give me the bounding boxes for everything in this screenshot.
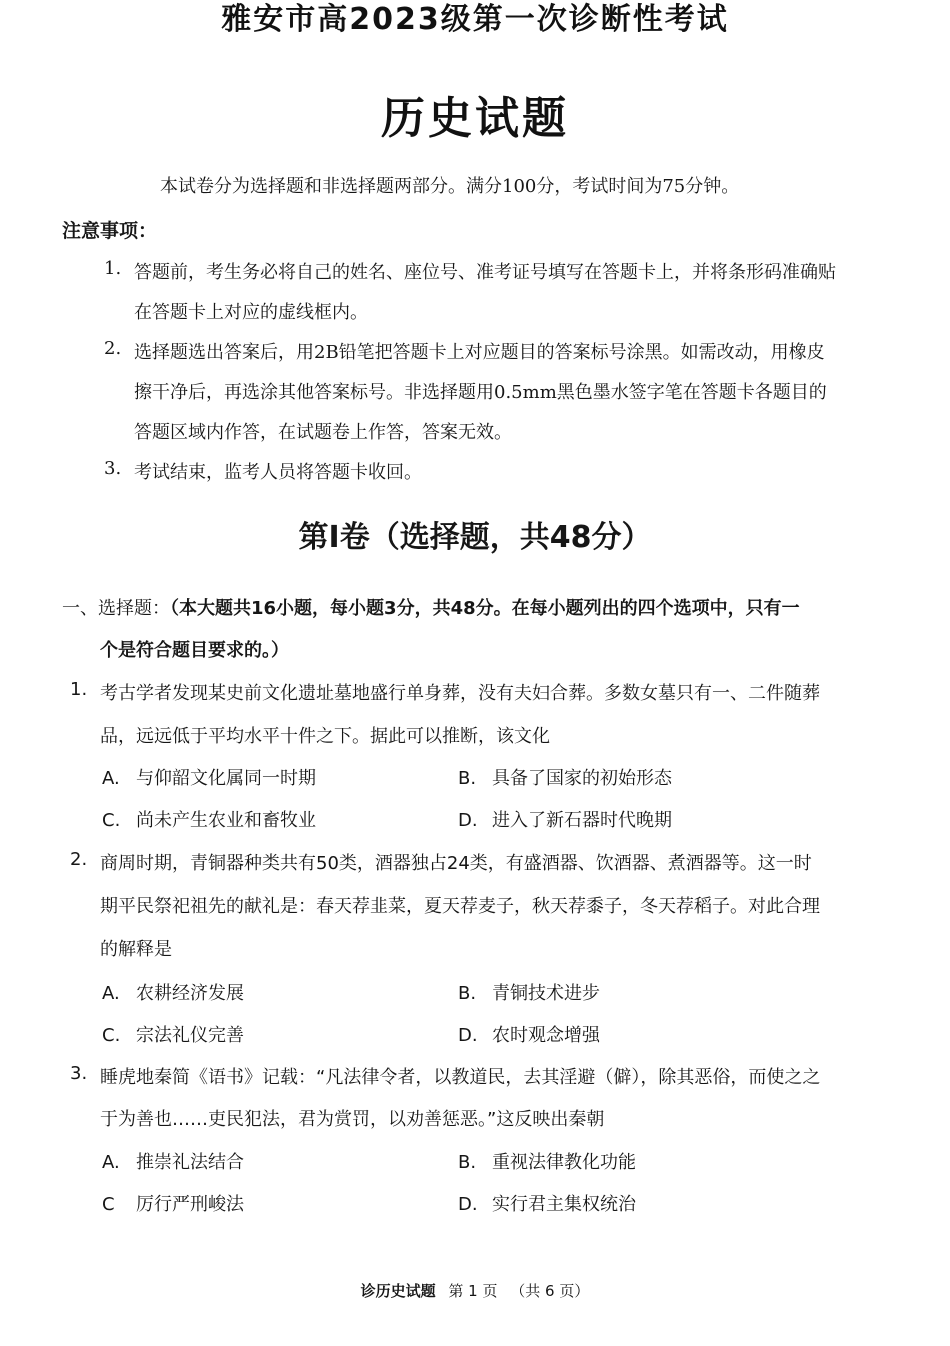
notice-item-line: 考试结束，监考人员将答题卡收回。 xyxy=(134,462,422,483)
option-letter: D. xyxy=(458,810,478,831)
notice-item-number: 2. xyxy=(104,338,122,359)
section-desc: （本大题共16小题，每小题3分，共48分。 xyxy=(170,598,512,619)
section-desc: 在每小题列出的四个选项中，只有一 xyxy=(511,598,800,619)
option-letter: D. xyxy=(458,1194,478,1215)
notice-item-line: 擦干净后，再选涂其他答案标号。非选择题用0.5mm黑色墨水签字笔在答题卡各题目的 xyxy=(134,382,827,403)
option-text: 实行君主集权统治 xyxy=(492,1194,636,1215)
subject-title: 历史试题 xyxy=(381,93,569,144)
footer-doc-name: 诊历史试题 xyxy=(360,1282,436,1300)
section-label: 一、选择题： xyxy=(62,598,170,619)
option-a xyxy=(102,764,316,790)
option-b xyxy=(458,1148,636,1174)
question-stem: 的解释是 xyxy=(100,939,172,960)
notice-heading: 注意事项： xyxy=(62,220,158,242)
option-text: 青铜技术进步 xyxy=(492,983,600,1004)
option-letter: C. xyxy=(102,810,121,831)
option-letter: B. xyxy=(458,983,477,1004)
option-a xyxy=(102,1148,244,1174)
option-letter: C. xyxy=(102,1025,121,1046)
exam-intro: 本试卷分为选择题和非选择题两部分。满分100分，考试时间为75分钟。 xyxy=(160,176,740,197)
question-number: 2. xyxy=(70,849,88,870)
option-letter: D. xyxy=(458,1025,478,1046)
option-b xyxy=(458,979,600,1005)
question-stem: 期平民祭祀祖先的献礼是：春天荐韭菜，夏天荐麦子，秋天荐黍子，冬天荐稻子。对此合理 xyxy=(100,896,820,917)
option-letter: A. xyxy=(102,1152,120,1173)
exam-title: 雅安市高2023级第一次诊断性考试 xyxy=(221,2,729,37)
option-c xyxy=(102,1190,244,1216)
footer-total-pages: （共 6 页） xyxy=(510,1282,590,1300)
notice-item-number: 3. xyxy=(104,458,122,479)
question-stem: 商周时期，青铜器种类共有50类，酒器独占24类，有盛酒器、饮酒器、煮酒器等。这一时 xyxy=(100,853,812,874)
notice-item-line: 在答题卡上对应的虚线框内。 xyxy=(134,302,368,323)
option-d xyxy=(458,1190,636,1216)
option-text: 重视法律教化功能 xyxy=(492,1152,636,1173)
option-d xyxy=(458,806,672,832)
option-text: 尚未产生农业和畜牧业 xyxy=(136,810,316,831)
option-text: 进入了新石器时代晚期 xyxy=(492,810,672,831)
option-text: 厉行严刑峻法 xyxy=(136,1194,244,1215)
option-c xyxy=(102,1021,244,1047)
option-text: 与仰韶文化属同一时期 xyxy=(136,768,316,789)
option-text: 农时观念增强 xyxy=(492,1025,600,1046)
question-stem: 睡虎地秦简《语书》记载：“凡法律令者，以教道民，去其淫避（僻），除其恶俗，而使之之 xyxy=(100,1067,821,1088)
section-desc: 个是符合题目要求的。） xyxy=(100,640,289,661)
option-text: 宗法礼仪完善 xyxy=(136,1025,244,1046)
question-stem: 品，远远低于平均水平十件之下。据此可以推断，该文化 xyxy=(100,726,550,747)
option-a xyxy=(102,979,244,1005)
question-number: 1. xyxy=(70,679,88,700)
notice-item-number: 1. xyxy=(104,258,122,279)
option-letter: B. xyxy=(458,1152,477,1173)
option-b xyxy=(458,764,672,790)
page-footer xyxy=(0,1280,950,1301)
option-text: 推崇礼法结合 xyxy=(136,1152,244,1173)
option-text: 具备了国家的初始形态 xyxy=(492,768,672,789)
footer-page-number: 第 1 页 xyxy=(448,1282,498,1300)
option-text: 农耕经济发展 xyxy=(136,983,244,1004)
option-letter: C xyxy=(102,1194,115,1215)
section-heading xyxy=(62,594,800,620)
notice-item-line: 答题前，考生务必将自己的姓名、座位号、准考证号填写在答题卡上，并将条形码准确贴 xyxy=(134,262,836,283)
question-number: 3. xyxy=(70,1063,88,1084)
part-title: 第Ⅰ卷（选择题，共48分） xyxy=(298,520,652,555)
notice-item-line: 选择题选出答案后，用2B铅笔把答题卡上对应题目的答案标号涂黑。如需改动，用橡皮 xyxy=(134,342,825,363)
question-stem: 考古学者发现某史前文化遗址墓地盛行单身葬，没有夫妇合葬。多数女墓只有一、二件随葬 xyxy=(100,683,820,704)
section-desc-line xyxy=(100,636,289,662)
option-letter: B. xyxy=(458,768,477,789)
notice-item-line: 答题区域内作答，在试题卷上作答，答案无效。 xyxy=(134,422,512,443)
option-d xyxy=(458,1021,600,1047)
question-stem: 于为善也……吏民犯法，君为赏罚，以劝善惩恶。”这反映出秦朝 xyxy=(100,1109,605,1130)
option-c xyxy=(102,806,316,832)
option-letter: A. xyxy=(102,768,120,789)
option-letter: A. xyxy=(102,983,120,1004)
